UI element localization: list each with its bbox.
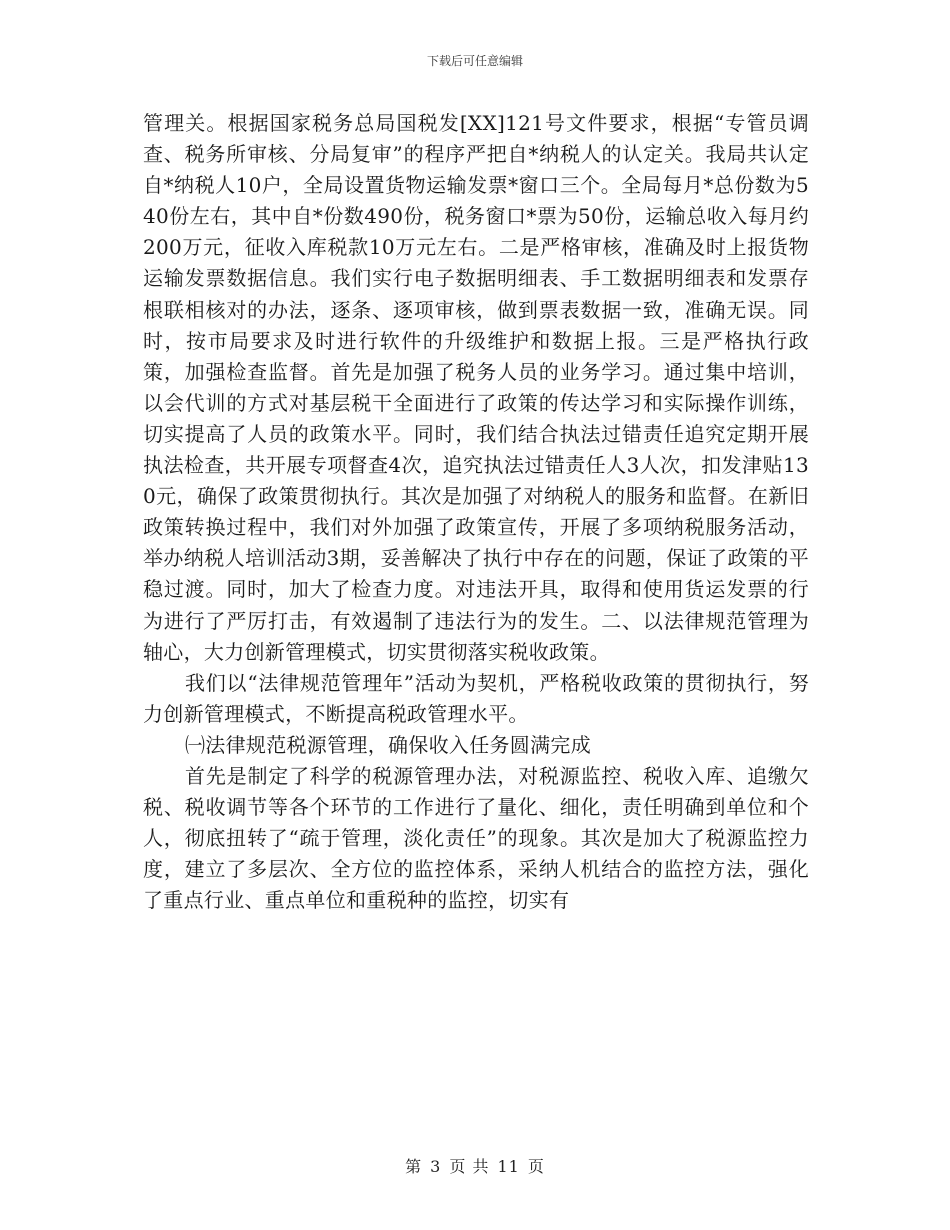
header-note: 下载后可任意编辑 [426,54,523,68]
document-body [143,108,809,916]
body-paragraph-3: 首先是制定了科学的税源管理办法，对税源监控、税收入库、追缴欠税、税收调节等各个环节的工作进行了量化、细化，责任明确到单位和个人，彻底扭转了“疏于管理，淡化责任”的现象。其次是加大了税源监控力度，建立了多层次、全方位的监控体系，采纳人机结合的监控方法，强化了重点行业、重点单位和重税种的监控，切实有 [143,763,809,913]
page-prefix: 第 [405,1157,423,1176]
body-paragraph-2: 我们以“法律规范管理年”活动为契机，严格税收政策的贯彻执行，努力创新管理模式，不断提高税政管理水平。 [143,670,809,726]
page-number-footer [0,1154,950,1177]
page-middle-text: 页 共 [449,1157,490,1176]
current-page-number: 3 [430,1157,442,1176]
page-suffix: 页 [527,1157,545,1176]
body-paragraph-1: 管理关。根据国家税务总局国税发[XX]121号文件要求，根据“专管员调查、税务所审核、分局复审”的程序严把自*纳税人的认定关。我局共认定自*纳税人10户，全局设置货物运输发票*窗口三个。全局每月*总份数为540份左右，其中自*份数490份，税务窗口*票为50份，运输总收入每月约200万元，征收入库税款10万元左右。二是严格审核，准确及时上报货物运输发票数据信息。我们实行电子数据明细表、手工数据明细表和发票存根联相核对的办法，逐条、逐项审核，做到票表数据一致，准确无误。同时，按市局要求及时进行软件的升级维护和数据上报。三是严格执行政策，加强检查监督。首先是加强了税务人员的业务学习。通过集中培训，以会代训的方式对基层税干全面进行了政策的传达学习和实际操作训练，切实提高了人员的政策水平。同时，我们结合执法过错责任追究定期开展执法检查，共开展专项督查4次，追究执法过错责任人3人次，扣发津贴130元，确保了政策贯彻执行。其次是加强了对纳税人的服务和监督。在新旧政策转换过程中，我们对外加强了政策宣传，开展了多项纳税服务活动，举办纳税人培训活动3期，妥善解决了执行中存在的问题，保证了政策的平稳过渡。同时，加大了检查力度。对违法开具，取得和使用货运发票的行为进行了严厉打击，有效遏制了违法行为的发生。二、以法律规范管理为轴心，大力创新管理模式，切实贯彻落实税收政策。 [143,111,809,664]
section-heading: ㈠法律规范税源管理，确保收入任务圆满完成 [185,732,591,757]
total-pages-number: 11 [497,1157,520,1176]
